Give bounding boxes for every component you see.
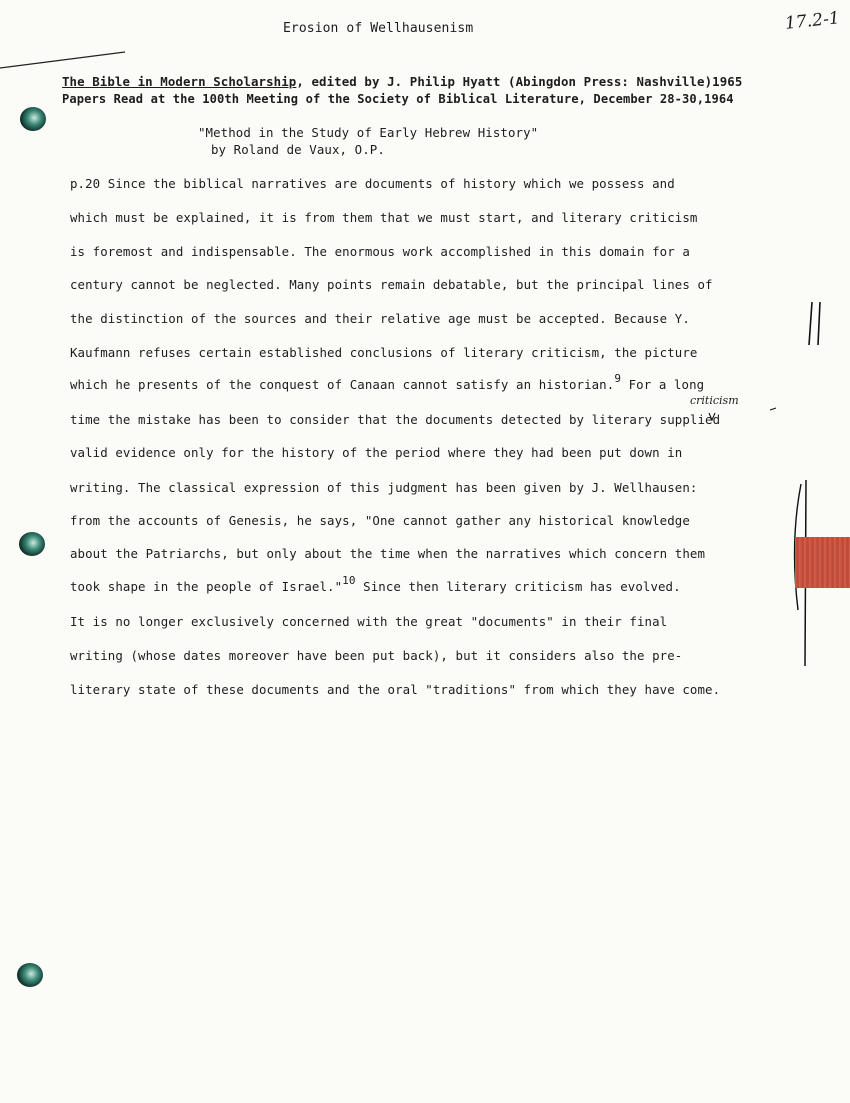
page-header-title: Erosion of Wellhausenism <box>283 21 474 36</box>
body-line-10: writing. The classical expression of this judgment has been given by J. Wellhausen: <box>70 480 698 495</box>
body-line-13 <box>70 574 681 594</box>
body-line-1: p.20 Since the biblical narratives are documents of history which we possess and <box>70 176 675 191</box>
body-line-12: about the Patriarchs, but only about the time when the narratives which concern them <box>70 546 706 561</box>
body-line-3: is foremost and indispensable. The enormous work accomplished in this domain for a <box>70 244 690 259</box>
body-line-7 <box>70 372 705 392</box>
page-number: 17.2-1 <box>784 8 841 34</box>
body-line-6: Kaufmann refuses certain established conclusions of literary criticism, the picture <box>70 345 698 360</box>
body-line-14: It is no longer exclusively concerned with the great "documents" in their final <box>70 614 668 629</box>
papers-line: Papers Read at the 100th Meeting of the Society of Biblical Literature, December 28-30,1964 <box>62 92 734 106</box>
punch-hole-middle <box>19 532 45 556</box>
body-line-8-after: supplied <box>652 412 721 427</box>
handwritten-insertion: criticism <box>690 394 739 407</box>
footnote-9: 9 <box>614 372 622 385</box>
insertion-tail <box>770 408 776 410</box>
body-line-15: writing (whose dates moreover have been put back), but it considers also the pre- <box>70 648 683 663</box>
body-line-16: literary state of these documents and the oral "traditions" from which they have come. <box>70 682 721 697</box>
body-line-11: from the accounts of Genesis, he says, "One cannot gather any historical knowledge <box>70 513 690 528</box>
body-line-7-after: For a long <box>621 377 705 392</box>
body-line-5: the distinction of the sources and their relative age must be accepted. Because Y. <box>70 311 690 326</box>
body-line-8-before: time the mistake has been to consider that the documents detected by literary <box>70 412 653 427</box>
body-line-13-after: Since then literary criticism has evolved. <box>355 579 681 594</box>
margin-bar-left <box>809 302 812 345</box>
body-line-9: valid evidence only for the history of the period where they had been put down in <box>70 445 683 460</box>
red-tab-mark <box>795 537 850 588</box>
footnote-10: 10 <box>342 574 356 587</box>
article-byline: by Roland de Vaux, O.P. <box>211 142 385 157</box>
stray-pen-line <box>0 52 125 68</box>
body-line-4: century cannot be neglected. Many points remain debatable, but the principal lines of <box>70 277 713 292</box>
margin-bar-right <box>818 302 820 345</box>
citation-line <box>62 74 742 89</box>
punch-hole-top <box>20 107 46 131</box>
body-line-7-text: which he presents of the conquest of Canaan cannot satisfy an historian. <box>70 377 615 392</box>
book-title: The Bible in Modern Scholarship <box>62 74 297 89</box>
citation-details: , edited by J. Philip Hyatt (Abingdon Press: Nashville)1965 <box>296 74 743 89</box>
body-line-13-text: took shape in the people of Israel." <box>70 579 343 594</box>
body-line-2: which must be explained, it is from them that we must start, and literary criticism <box>70 210 698 225</box>
punch-hole-bottom <box>17 963 43 987</box>
body-line-8 <box>70 412 720 427</box>
article-title: "Method in the Study of Early Hebrew History" <box>198 125 539 140</box>
